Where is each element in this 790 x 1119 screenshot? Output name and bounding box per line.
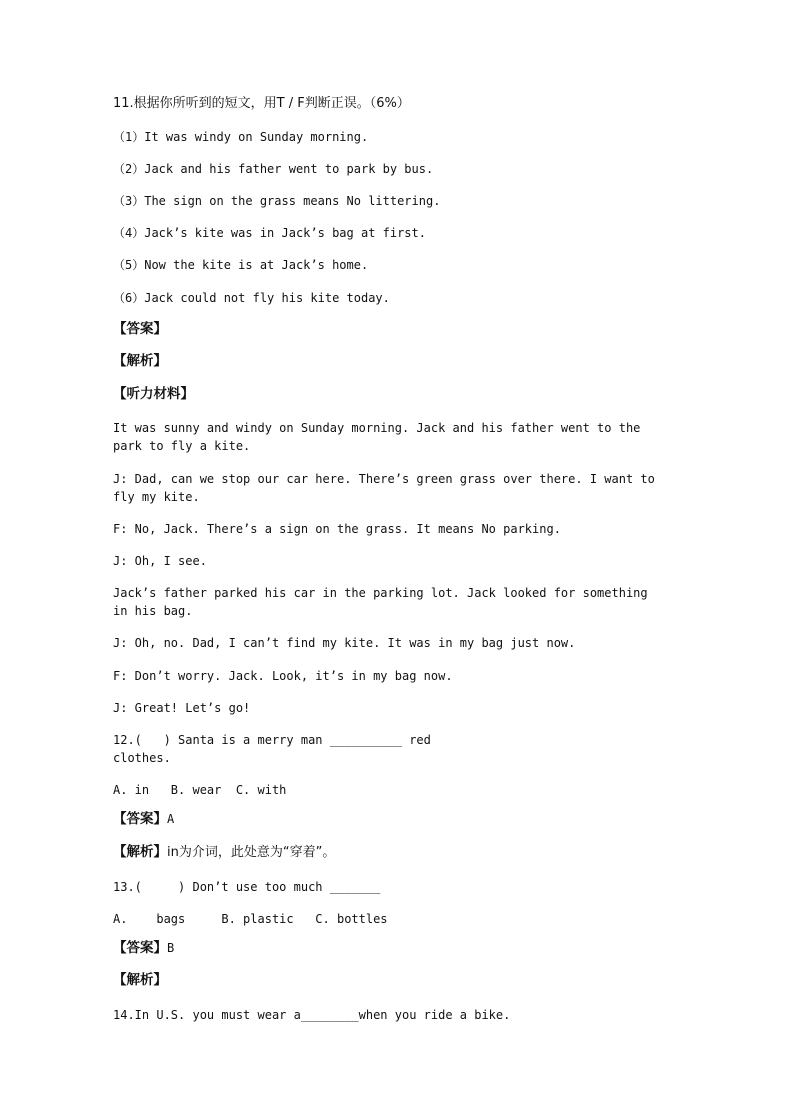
q12-answer-value: A xyxy=(167,812,175,826)
material-paragraph-3: F: No, Jack. There’s a sign on the grass. It means No parking. xyxy=(113,522,561,536)
q12-question: 12.( ) Santa is a merry man __________ red clothes. xyxy=(113,733,439,765)
q11-answer-label: 【答案】 xyxy=(113,321,167,337)
q12-analysis-text: in为介词，此处意为“穿着”。 xyxy=(167,845,336,860)
q11-title: 11.根据你所听到的短文，用T / F判断正误。（6%） xyxy=(113,96,410,111)
material-paragraph-4: J: Oh, I see. xyxy=(113,554,207,568)
q12-answer-label: 【答案】 xyxy=(113,811,167,827)
material-paragraph-2: J: Dad, can we stop our car here. There’s green grass over there. I want to fly my kite. xyxy=(113,472,663,504)
q13-answer-label: 【答案】 xyxy=(113,940,167,956)
q12-analysis xyxy=(113,843,683,862)
q11-material-label: 【听力材料】 xyxy=(113,386,194,402)
q12-answer xyxy=(113,810,683,828)
q13-options: A. bags B. plastic C. bottles xyxy=(113,912,388,926)
q13-answer-value: B xyxy=(167,941,175,955)
q11-item-3: （3）The sign on the grass means No littering. xyxy=(113,194,441,208)
material-paragraph-5: Jack’s father parked his car in the parking lot. Jack looked for something in his bag. xyxy=(113,586,655,618)
material-paragraph-6: J: Oh, no. Dad, I can’t find my kite. It was in my bag just now. xyxy=(113,636,576,650)
q13-answer xyxy=(113,939,683,957)
q13-analysis-label: 【解析】 xyxy=(113,972,167,988)
q14-question: 14.In U.S. you must wear a________when you ride a bike. xyxy=(113,1008,511,1022)
q11-item-5: （5）Now the kite is at Jack’s home. xyxy=(113,258,369,272)
q12-analysis-label: 【解析】 xyxy=(113,844,167,860)
material-paragraph-7: F: Don’t worry. Jack. Look, it’s in my bag now. xyxy=(113,669,453,683)
q11-item-2: （2）Jack and his father went to park by bus. xyxy=(113,162,434,176)
q11-item-6: （6）Jack could not fly his kite today. xyxy=(113,291,390,305)
material-paragraph-8: J: Great! Let’s go! xyxy=(113,701,251,715)
q11-item-1: （1）It was windy on Sunday morning. xyxy=(113,130,369,144)
q11-item-4: （4）Jack’s kite was in Jack’s bag at first. xyxy=(113,226,426,240)
q12-options: A. in B. wear C. with xyxy=(113,783,287,797)
q11-analysis-label: 【解析】 xyxy=(113,353,167,369)
material-paragraph-1: It was sunny and windy on Sunday morning. Jack and his father went to the park to fly a kite. xyxy=(113,421,648,453)
q13-question: 13.( ) Don’t use too much _______ xyxy=(113,880,381,894)
